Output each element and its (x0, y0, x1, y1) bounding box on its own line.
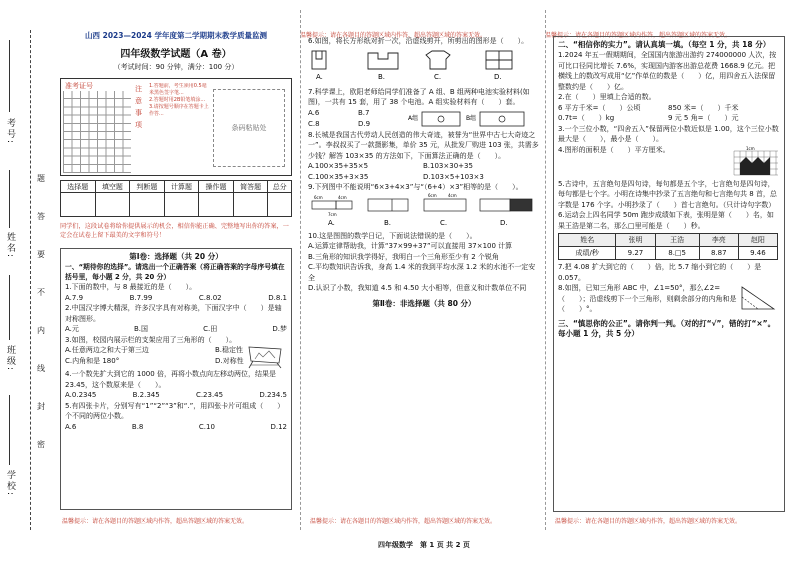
fill-q2-c[interactable]: 0.7t=（ ）kg (558, 114, 615, 122)
section-2-title: 二、“相信你的实力”。请认真填一填。（每空 1 分，共 18 分） (558, 40, 771, 49)
q6-option-d[interactable]: D. (494, 72, 502, 81)
race-cell: 8.□5 (655, 247, 699, 260)
q9-option-b[interactable]: B. (384, 218, 392, 227)
q4-option-d[interactable]: D.234.5 (259, 391, 287, 399)
race-cell: 9.27 (616, 247, 655, 260)
score-header: 简答题 (233, 181, 268, 193)
q6-figures (308, 47, 540, 83)
section-1-box (60, 248, 292, 510)
score-cell[interactable] (199, 193, 234, 217)
part-1-title: 第Ⅰ卷：选择题（共 20 分） (129, 252, 223, 261)
class-label: 班级: (5, 345, 15, 373)
fill-q1: 1.2024 年五一假期期间，全国国内旅游出游约 274000000 人次，按可比口径同比增长 7.6%，实现国内游客出游总花费 1668.9 亿元。把横线上的数改写成用“亿”作单位的数是（ ）亿，用四舍五入法保留整数约是（ ）亿。 (558, 51, 777, 91)
q3-option-c[interactable]: C.内角和是 180° (65, 356, 120, 365)
score-cell[interactable] (130, 193, 165, 217)
battery-circuit-figure (408, 108, 528, 130)
q9-label: 4cm (338, 194, 347, 200)
q3-option-d[interactable]: D.对称性 (215, 356, 244, 365)
q2-option-a[interactable]: A.元 (65, 325, 79, 333)
q1-option-d[interactable]: D.8.1 (268, 293, 287, 302)
race-header: 赵阳 (738, 234, 777, 247)
q5-option-b[interactable]: B.8 (131, 422, 144, 431)
seal-char: 题 (37, 174, 45, 183)
race-header: 张明 (616, 234, 655, 247)
race-table-row (559, 247, 778, 260)
q1-option-b[interactable]: B.7.99 (129, 293, 153, 302)
seal-dashed-line (30, 30, 31, 530)
q7-option-b[interactable]: B.7 (358, 109, 370, 117)
score-cell[interactable] (164, 193, 199, 217)
fill-q2: 2.在（ ）里填上合适的数。 (558, 93, 656, 101)
fill-q8: 8.如图，已知三角形 ABC 中，∠1=50°，那么∠2=（ ）；沿虚线剪下一个三角形，则剩余部分的内角和是（ ）°。 (558, 284, 737, 313)
exam-no-line (9, 40, 10, 112)
race-table-header (559, 234, 778, 247)
q9-stem: 9.下列图中不能说明“6×3+4×3”与“（6+4）×3”相等的是（ ）。 (308, 183, 523, 191)
q8-stem: 8.长城是我国古代劳动人民创造的伟大奇迹，被誉为“世界中古七大奇迹之一”。李叔叔买了一款摄影集，单价 35 元，从批发厂购进 103 张，共需多少钱？解答 103×35 的方法如下，下面算法正确的是（ ）。 (308, 130, 539, 160)
fill-q2-a[interactable]: 6 平方千米=（ ）公顷 (558, 103, 641, 112)
top-warning-2: 温馨提示：请在各题目的答题区域内作答，超出答题区域的答案无效。 (545, 32, 732, 39)
column-3 (553, 36, 785, 512)
q3-option-b[interactable]: B.稳定性 (215, 346, 244, 354)
q6-stem: 6.如图，将长方形纸对折一次，沿虚线剪开，所剪出的图形是（ ）。 (308, 37, 529, 45)
school-line (9, 395, 10, 465)
q7-option-d[interactable]: D.9 (358, 119, 371, 128)
fill-q2-b[interactable]: 850 米=（ ）千米 (668, 103, 739, 112)
score-cell[interactable] (268, 193, 292, 217)
seal-char: 线 (37, 364, 45, 373)
paper-title: 四年级数学试题（A 卷） (120, 49, 232, 60)
q2-options (65, 324, 287, 335)
exam-no-label: 考号: (5, 118, 15, 146)
q2-option-d[interactable]: D.梦 (272, 325, 287, 333)
score-header: 判断题 (130, 181, 165, 193)
q9-label: 4cm (448, 192, 457, 198)
q8-option-d[interactable]: D.103×5+103×3 (423, 172, 484, 181)
bottom-warning-1: 温馨提示：请在各题目的答题区域内作答，超出答题区域的答案无效。 (62, 518, 249, 525)
column-divider (300, 10, 301, 530)
note-item: 2.答题时用2B铅笔填涂... (149, 97, 206, 103)
q10-option-d[interactable]: D.认识了小数，我知道 4.5 和 4.50 大小相等，但意义和计数单位不同 (308, 284, 527, 292)
q4-option-a[interactable]: A.0.2345 (65, 391, 97, 399)
seal-char: 内 (37, 326, 45, 335)
score-table-header (61, 181, 292, 193)
barcode-box (213, 89, 285, 167)
seal-chars (34, 160, 48, 464)
q5-options (65, 422, 287, 433)
info-box (60, 78, 292, 176)
page-footer: 四年级数学 第 1 页 共 2 页 (378, 541, 470, 549)
q9-option-a[interactable]: A. (328, 218, 335, 227)
q6-option-b[interactable]: B. (378, 72, 386, 81)
score-cell[interactable] (233, 193, 268, 217)
q9-label: 7cm (328, 211, 337, 217)
name-label: 姓名: (5, 232, 15, 260)
q3-stem: 3.如图，校园内展示栏的支架应用了三角形的（ ）。 (65, 335, 237, 344)
score-header: 操作题 (199, 181, 234, 193)
note-item: 3.请按题号顺序在答题卡上作答... (149, 104, 209, 117)
school-label: 学校: (5, 470, 15, 498)
q5-stem: 5.有四张卡片，分别写有“1”“2”“3”和“.”，用四张卡片可组成（ ）个不同的两位小数。 (65, 401, 285, 420)
q1-stem: 1.下面的数中，与 8 最接近的是（ ）。 (65, 283, 197, 291)
seal-char: 封 (37, 402, 45, 411)
q9-option-d[interactable]: D. (500, 218, 508, 227)
q8-option-c[interactable]: C.100×35+3×35 (308, 172, 369, 181)
time-score: （考试时间：90 分钟，满分：100 分） (113, 63, 239, 71)
q5-option-c[interactable]: C.10 (198, 422, 215, 431)
note-item: 1.答题前，考生须用0.5毫米黑色签字笔... (149, 83, 207, 96)
q7-option-a[interactable]: A.6 (308, 109, 320, 117)
section-1-title: 一、“期待你的选择”。请选出一个正确答案（将正确答案的字母序号填在括号里，每小题 2 分，共 20 分） (65, 263, 285, 281)
q6-option-a[interactable]: A. (316, 72, 323, 81)
part-2-title: 第Ⅱ卷：非选择题（共 80 分） (372, 298, 476, 308)
fill-q4: 4.图形的面积是（ ）平方厘米。 (558, 145, 670, 154)
notes (149, 83, 209, 171)
bottom-warning-3: 温馨提示：请在各题目的答题区域内作答，超出答题区域的答案无效。 (555, 518, 742, 525)
q7-stem: 7.科学课上，欧阳老师给同学们准备了 A 组、B 组两种电池实验材料(如图)，一共有 15 套，用了 38 个电池。A 组实验材料有（ ）套。 (308, 87, 530, 106)
q5-option-d[interactable]: D.12 (270, 422, 287, 431)
barcode-label: 条码粘贴处 (231, 124, 267, 132)
fill-q2-d[interactable]: 9 元 5 角=（ ）元 (668, 114, 739, 122)
score-header: 填空题 (95, 181, 130, 193)
fill-q5: 5.古诗中，五言绝句是四句诗，每句都是五个字，七言绝句是四句诗，每句都是七个字。小明在诗集中抄录了五言绝句和七言绝句共 8 首，总字数是 176 个字。小明抄录了（ ）首七言绝句。（只计诗句字数） (558, 179, 777, 209)
top-warning-1: 温馨提示：请在各题目的答题区域内作答，超出答题区域的答案无效。 (300, 32, 487, 39)
race-header: 李亮 (699, 234, 738, 247)
q10-option-b[interactable]: B.三角形的知识我学得好，我明白一个三角形至少有 2 个锐角 (308, 252, 499, 261)
race-header: 王浩 (655, 234, 699, 247)
q4-option-c[interactable]: C.23.45 (195, 391, 224, 399)
q10-option-c[interactable]: C.平均数知识告诉我，身高 1.4 米的我到平均水深 1.2 米的水池不一定安全 (308, 263, 536, 282)
q10-stem: 10.这是图图的数学日记，下面说法错误的是（ ）。 (308, 231, 477, 240)
score-table (60, 180, 292, 217)
q8-option-b[interactable]: B.103×30+35 (423, 162, 473, 170)
ticket-label: 准考证号 (65, 82, 93, 90)
column-divider (545, 10, 546, 530)
fill-q7: 7.把 4.08 扩大到它的（ ）倍，比 5.7 缩小到它的（ ）是 0.057。 (558, 263, 762, 282)
group-a-label: A组 (408, 114, 419, 122)
race-header: 姓名 (559, 234, 616, 247)
q8-option-a[interactable]: A.100×35+35×5 (308, 162, 369, 170)
q1-option-a[interactable]: A.7.9 (65, 293, 84, 302)
q9-option-c[interactable]: C. (440, 218, 448, 227)
q10-option-a[interactable]: A.运算定律帮助我，计算“37×99+37”可以直接用 37×100 计算 (308, 242, 513, 250)
score-header: 计算题 (164, 181, 199, 193)
column-1 (60, 30, 292, 512)
q6-option-c[interactable]: C. (434, 72, 442, 81)
q3-option-a[interactable]: A.任意两边之和大于第三边 (65, 346, 149, 354)
column-2 (308, 36, 540, 514)
score-table-row (61, 193, 292, 217)
q2-stem: 2.中国汉字博大精深，许多汉字具有对称美，下面汉字中（ ）是轴对称图形。 (65, 304, 282, 323)
score-cell[interactable] (95, 193, 130, 217)
q9-label: 6cm (428, 192, 437, 198)
q2-option-b[interactable]: B.国 (134, 325, 149, 333)
q4-options (65, 390, 287, 401)
race-cell: 8.87 (699, 247, 738, 260)
race-row-label: 成绩/秒 (559, 247, 616, 260)
ticket-grid[interactable] (63, 91, 131, 173)
encourage-text: 同学们，这段试卷将给你提供展示的机会，相信你能正确、完整地写出你的答案，一定会在试卷上留下最美的文字和符号！ (60, 223, 289, 239)
name-line (9, 170, 10, 228)
notes-title: 注意事项 (135, 85, 142, 129)
fill-q3: 3.一个三位小数，“四舍五入”保留两位小数近似是 1.00，这个三位小数最大是（ ），最小是（ ）。 (558, 124, 779, 143)
group-b-label: B组 (466, 114, 477, 122)
score-cell[interactable] (61, 193, 96, 217)
seal-char: 要 (37, 250, 45, 259)
score-header: 总分 (268, 181, 292, 193)
class-line (9, 275, 10, 340)
section-3-title: 三、“慎思你的公正”。请你判一判。（对的打“√”，错的打“×”。每小题 1 分，共 5 分） (558, 319, 776, 338)
race-cell: 9.46 (738, 247, 777, 260)
q9-label: 6cm (314, 194, 323, 200)
q1-options (65, 293, 287, 304)
q4-option-b[interactable]: B.2.345 (132, 391, 160, 399)
bottom-warning-2: 温馨提示：请在各题目的答题区域内作答，超出答题区域的答案无效。 (310, 518, 497, 525)
area-grid-figure (732, 145, 780, 179)
q7-option-c[interactable]: C.8 (308, 119, 320, 128)
score-header: 选择题 (61, 181, 96, 193)
q4-stem: 4.一个数先扩大到它的 1000 倍，再将小数点向左移动两位，结果是 23.45，这个数原来是（ ）。 (65, 370, 276, 389)
exam-title: 山西 2023—2024 学年度第二学期期末教学质量监测 (85, 31, 267, 40)
race-table (558, 233, 778, 260)
q2-option-c[interactable]: C.田 (203, 325, 218, 333)
triangle-figure (738, 283, 778, 317)
binding-margin (0, 0, 58, 561)
seal-char: 密 (37, 440, 45, 449)
fill-q6: 6.运动会上四名同学 50m 跑步成绩如下表，张明是第（ ）名，如果王浩是第二名，那么□里可能是（ ）秒。 (558, 211, 774, 230)
seal-char: 不 (37, 288, 45, 297)
q5-option-a[interactable]: A.6 (65, 422, 77, 431)
q1-option-c[interactable]: C.8.02 (198, 293, 222, 302)
grid-unit-label: 1cm (746, 145, 755, 151)
q9-figures (308, 193, 540, 227)
display-board-figure (245, 345, 285, 369)
seal-char: 答 (37, 212, 45, 221)
